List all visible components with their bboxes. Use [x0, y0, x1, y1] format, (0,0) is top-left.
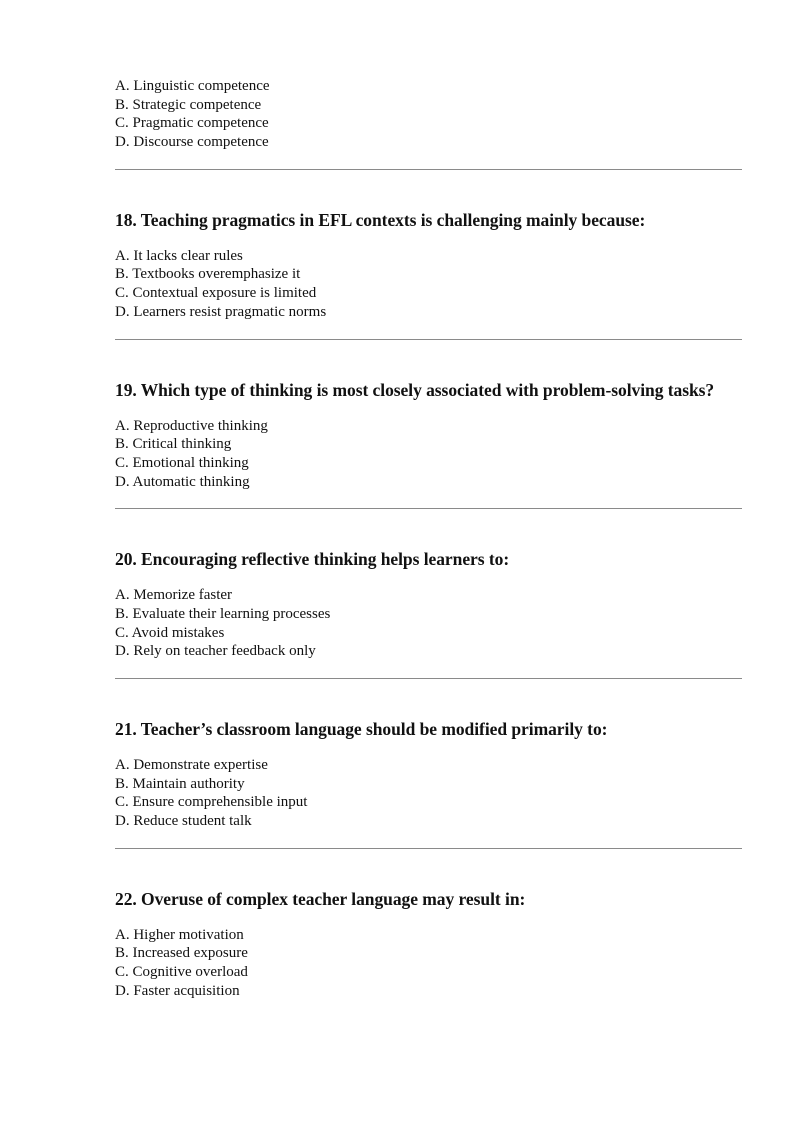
section-divider [115, 169, 742, 170]
option-d: D. Automatic thinking [115, 473, 250, 490]
option-c: C. Cognitive overload [115, 964, 248, 981]
option-b: B. Maintain authority [115, 775, 245, 792]
question-title: 22. Overuse of complex teacher language may result in: [115, 888, 526, 909]
question-title: 20. Encouraging reflective thinking helps learners to: [115, 549, 510, 570]
option-c: C. Ensure comprehensible input [115, 794, 308, 811]
option-d: D. Reduce student talk [115, 813, 252, 830]
section-divider [115, 678, 742, 679]
question-18 [115, 209, 742, 322]
option-b: B. Evaluate their learning processes [115, 605, 331, 622]
question-title: 19. Which type of thinking is most closely associated with problem-solving tasks? [115, 379, 715, 400]
option-b: B. Strategic competence [115, 96, 262, 113]
option-b: B. Textbooks overemphasize it [115, 266, 301, 283]
option-c: C. Contextual exposure is limited [115, 285, 317, 302]
option-a: A. Linguistic competence [115, 78, 270, 94]
question-20 [115, 548, 742, 661]
option-c: C. Avoid mistakes [115, 624, 225, 641]
question-title: 18. Teaching pragmatics in EFL contexts is challenging mainly because: [115, 209, 646, 230]
section-divider [115, 508, 742, 509]
option-b: B. Increased exposure [115, 945, 248, 962]
question-options [115, 926, 742, 1001]
question-19 [115, 379, 742, 492]
question-title: 21. Teacher’s classroom language should be modified primarily to: [115, 719, 608, 739]
option-d: D. Faster acquisition [115, 982, 240, 999]
option-b: B. Critical thinking [115, 436, 232, 453]
option-a: A. Higher motivation [115, 926, 244, 943]
question-options [115, 247, 742, 322]
option-a: A. Reproductive thinking [115, 417, 268, 434]
question-22 [115, 888, 742, 1001]
question-options [115, 756, 742, 831]
question-21 [115, 718, 742, 831]
section-divider [115, 339, 742, 340]
section-divider [115, 848, 742, 849]
question-17-options [115, 77, 742, 152]
option-a: A. It lacks clear rules [115, 247, 243, 264]
question-options [115, 417, 742, 492]
option-a: A. Memorize faster [115, 587, 233, 604]
option-d: D. Learners resist pragmatic norms [115, 303, 327, 320]
option-c: C. Emotional thinking [115, 454, 249, 471]
option-a: A. Demonstrate expertise [115, 757, 268, 773]
option-d: D. Discourse competence [115, 134, 269, 151]
question-options [115, 586, 742, 661]
option-d: D. Rely on teacher feedback only [115, 643, 316, 660]
option-c: C. Pragmatic competence [115, 115, 269, 132]
